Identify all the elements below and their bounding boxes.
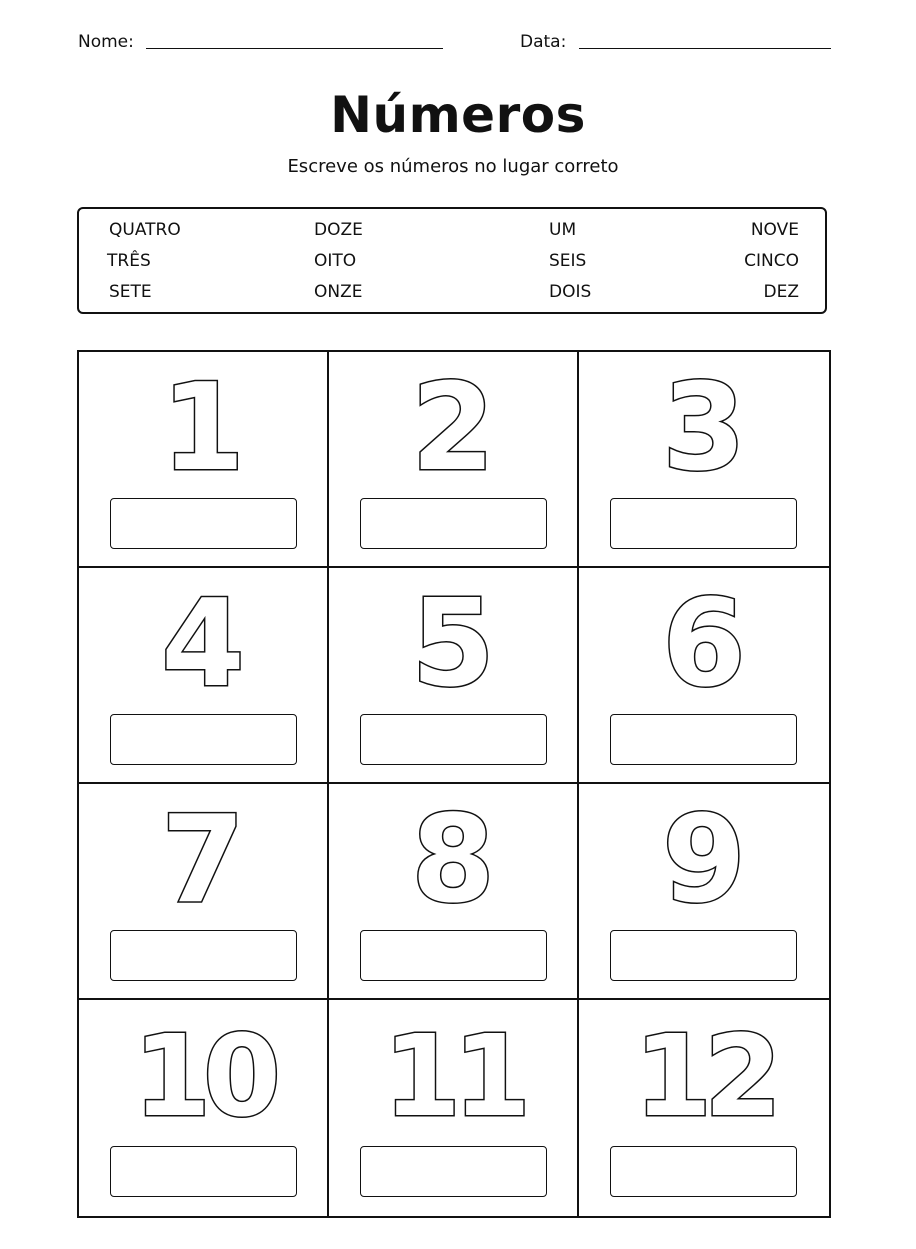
answer-box[interactable] <box>110 1146 297 1197</box>
number-cell <box>579 1000 829 1216</box>
word-bank-item: DOIS <box>549 282 592 302</box>
number-cell <box>79 352 329 568</box>
number-cell <box>79 784 329 1000</box>
date-input-line[interactable] <box>579 48 831 49</box>
name-field <box>78 30 134 54</box>
instructions: Escreve os números no lugar correto <box>287 156 619 177</box>
word-bank-item: QUATRO <box>109 220 181 240</box>
word-bank-item: CINCO <box>744 251 799 271</box>
outlined-number: 1 <box>161 359 245 498</box>
word-bank-item: SETE <box>109 282 152 302</box>
word-bank-item: SEIS <box>549 251 587 271</box>
answer-box[interactable] <box>610 930 797 981</box>
outlined-number: 12 <box>634 1012 774 1142</box>
page-title: Números <box>330 86 586 144</box>
outlined-number: 10 <box>133 1012 273 1142</box>
number-cell <box>329 568 579 784</box>
word-bank <box>77 207 827 314</box>
outlined-number: 6 <box>662 575 746 714</box>
number-cell <box>579 568 829 784</box>
numbers-grid <box>77 350 831 1218</box>
answer-box[interactable] <box>110 498 297 549</box>
number-cell <box>79 1000 329 1216</box>
number-cell <box>579 352 829 568</box>
answer-box[interactable] <box>360 498 547 549</box>
word-bank-item: OITO <box>314 251 357 271</box>
number-cell <box>329 784 579 1000</box>
outlined-number: 9 <box>662 791 746 930</box>
answer-box[interactable] <box>610 1146 797 1197</box>
number-cell <box>79 568 329 784</box>
word-bank-item: TRÊS <box>107 251 151 271</box>
date-field <box>520 30 566 54</box>
outlined-number: 4 <box>161 575 245 714</box>
outlined-number: 7 <box>161 791 245 930</box>
answer-box[interactable] <box>610 714 797 765</box>
answer-box[interactable] <box>360 1146 547 1197</box>
answer-box[interactable] <box>110 930 297 981</box>
word-bank-item: DOZE <box>314 220 363 240</box>
number-cell <box>329 1000 579 1216</box>
outlined-number: 11 <box>383 1012 523 1142</box>
outlined-number: 3 <box>662 359 746 498</box>
answer-box[interactable] <box>610 498 797 549</box>
answer-box[interactable] <box>110 714 297 765</box>
name-label: Nome: <box>78 32 134 52</box>
word-bank-item: DEZ <box>763 282 799 302</box>
outlined-number: 5 <box>411 575 495 714</box>
word-bank-item: ONZE <box>314 282 363 302</box>
word-bank-item: NOVE <box>750 220 799 240</box>
number-cell <box>329 352 579 568</box>
word-bank-item: UM <box>549 220 577 240</box>
number-cell <box>579 784 829 1000</box>
date-label: Data: <box>520 32 567 52</box>
outlined-number: 8 <box>411 791 495 930</box>
answer-box[interactable] <box>360 714 547 765</box>
answer-box[interactable] <box>360 930 547 981</box>
outlined-number: 2 <box>411 359 495 498</box>
name-input-line[interactable] <box>146 48 443 49</box>
